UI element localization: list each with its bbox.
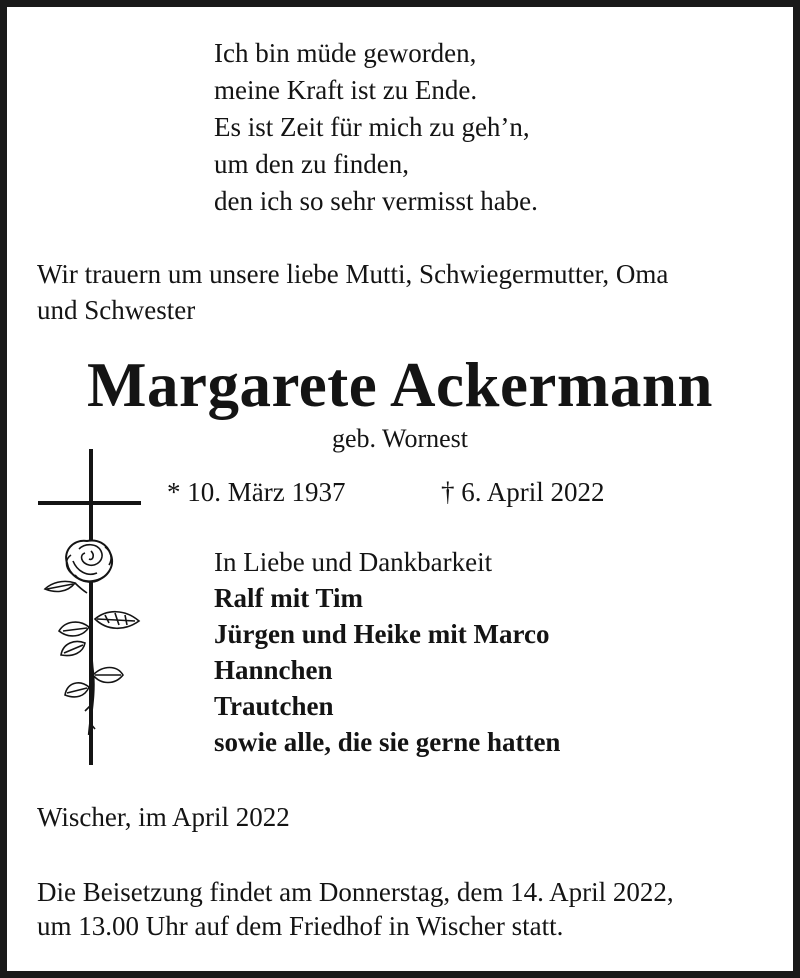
poem-line: meine Kraft ist zu Ende. [214,75,478,105]
mourners-list [214,544,560,760]
maiden-name: geb. Wornest [331,424,469,453]
intro-line: und Schwester [37,295,196,325]
cross-icon [35,443,145,773]
birth-date: * 10. März 1937 [167,477,346,507]
mourner-name: sowie alle, die sie gerne hatten [214,727,561,757]
poem-line: Es ist Zeit für mich zu geh’n, [214,112,530,142]
poem-line: Ich bin müde geworden, [214,38,477,68]
mourner-name: Trautchen [214,691,334,721]
poem [214,35,538,220]
intro-line: Wir trauern um unsere liebe Mutti, Schwiegermutter, Oma [37,259,669,289]
mourners-heading: In Liebe und Dankbarkeit [214,547,493,577]
funeral-line: Die Beisetzung findet am Donnerstag, dem 14. April 2022, [37,877,674,907]
mourner-name: Ralf mit Tim [214,583,364,613]
place-and-date: Wischer, im April 2022 [37,802,290,832]
funeral-notice [37,875,674,943]
rose-icon [45,541,139,735]
mourner-name: Jürgen und Heike mit Marco [214,619,550,649]
deceased-name: Margarete Ackermann [87,350,713,420]
poem-line: den ich so sehr vermisst habe. [214,186,538,216]
mourning-intro [37,256,668,328]
funeral-line: um 13.00 Uhr auf dem Friedhof in Wischer statt. [37,911,564,941]
death-date: † 6. April 2022 [441,477,605,507]
mourner-name: Hannchen [214,655,333,685]
poem-line: um den zu finden, [214,149,409,179]
